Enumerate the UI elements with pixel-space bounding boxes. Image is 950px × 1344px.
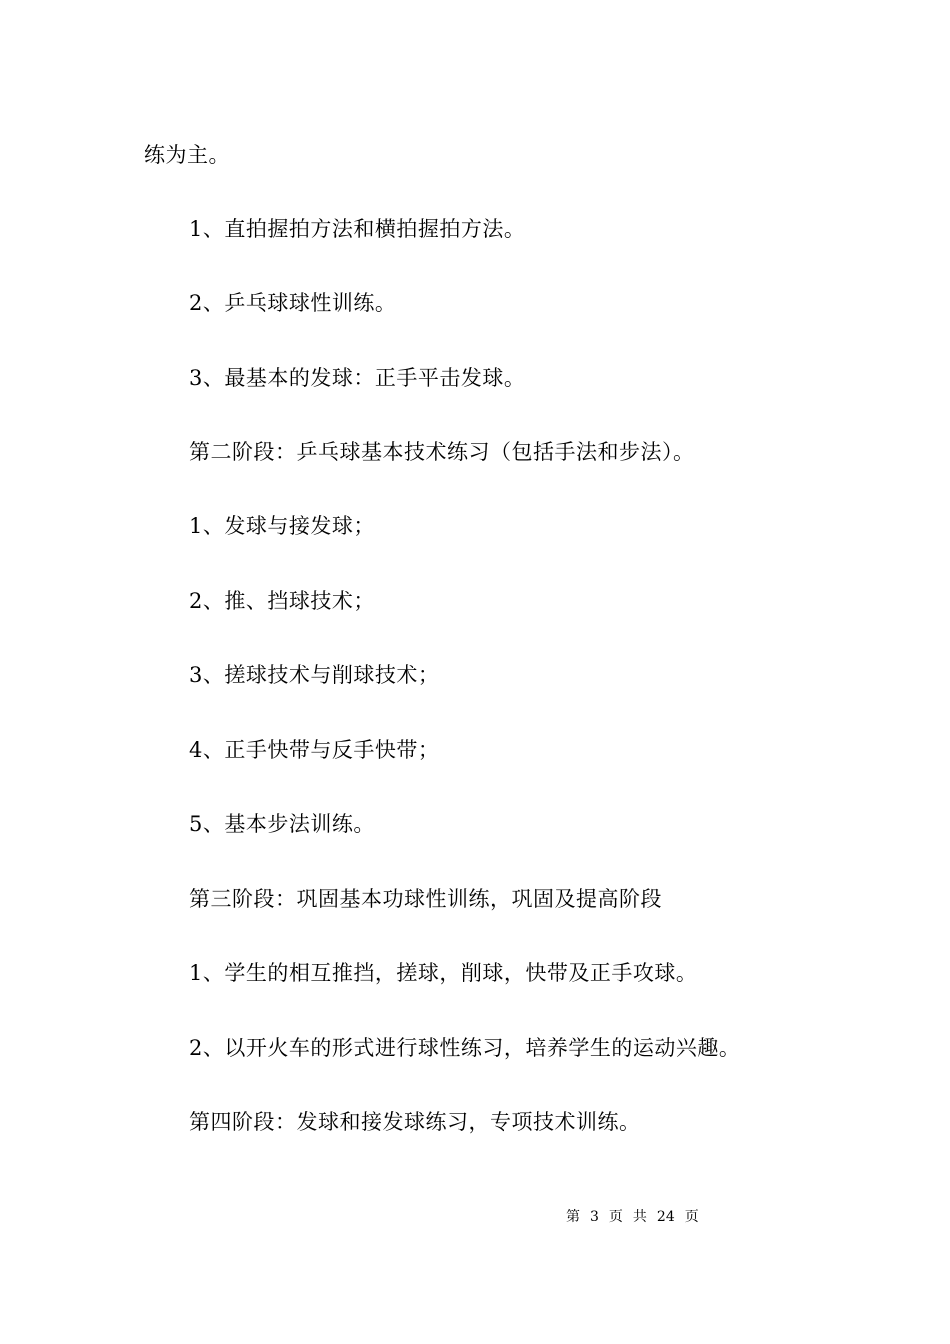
- list-item: 3、搓球技术与削球技术；: [189, 663, 440, 687]
- list-item: 3、最基本的发球：正手平击发球。: [189, 366, 526, 390]
- page-number: [566, 1207, 699, 1227]
- list-item: 1、直拍握拍方法和横拍握拍方法。: [189, 217, 526, 241]
- section-heading: 第四阶段：发球和接发球练习，专项技术训练。: [189, 1110, 641, 1134]
- list-item: 2、推、挡球技术；: [189, 589, 375, 613]
- footer-total-word: 共: [632, 1209, 647, 1225]
- footer-suffix: 页: [684, 1209, 699, 1225]
- list-item: 1、发球与接发球；: [189, 514, 375, 538]
- list-item: 5、基本步法训练。: [189, 812, 375, 836]
- list-item: 2、以开火车的形式进行球性练习，培养学生的运动兴趣。: [189, 1036, 741, 1060]
- section-heading: 第三阶段：巩固基本功球性训练，巩固及提高阶段: [189, 887, 662, 911]
- list-item: 2、乒乓球球性训练。: [189, 291, 397, 315]
- footer-current-page: 3: [590, 1209, 599, 1225]
- footer-total-pages: 24: [656, 1209, 675, 1225]
- footer-prefix: 第: [566, 1209, 580, 1225]
- section-heading: 第二阶段：乒乓球基本技术练习（包括手法和步法）。: [189, 440, 695, 464]
- paragraph-continuation: 练为主。: [144, 143, 230, 167]
- list-item: 1、学生的相互推挡，搓球，削球，快带及正手攻球。: [189, 961, 698, 985]
- footer-page-word: 页: [608, 1209, 623, 1225]
- list-item: 4、正手快带与反手快带；: [189, 738, 440, 762]
